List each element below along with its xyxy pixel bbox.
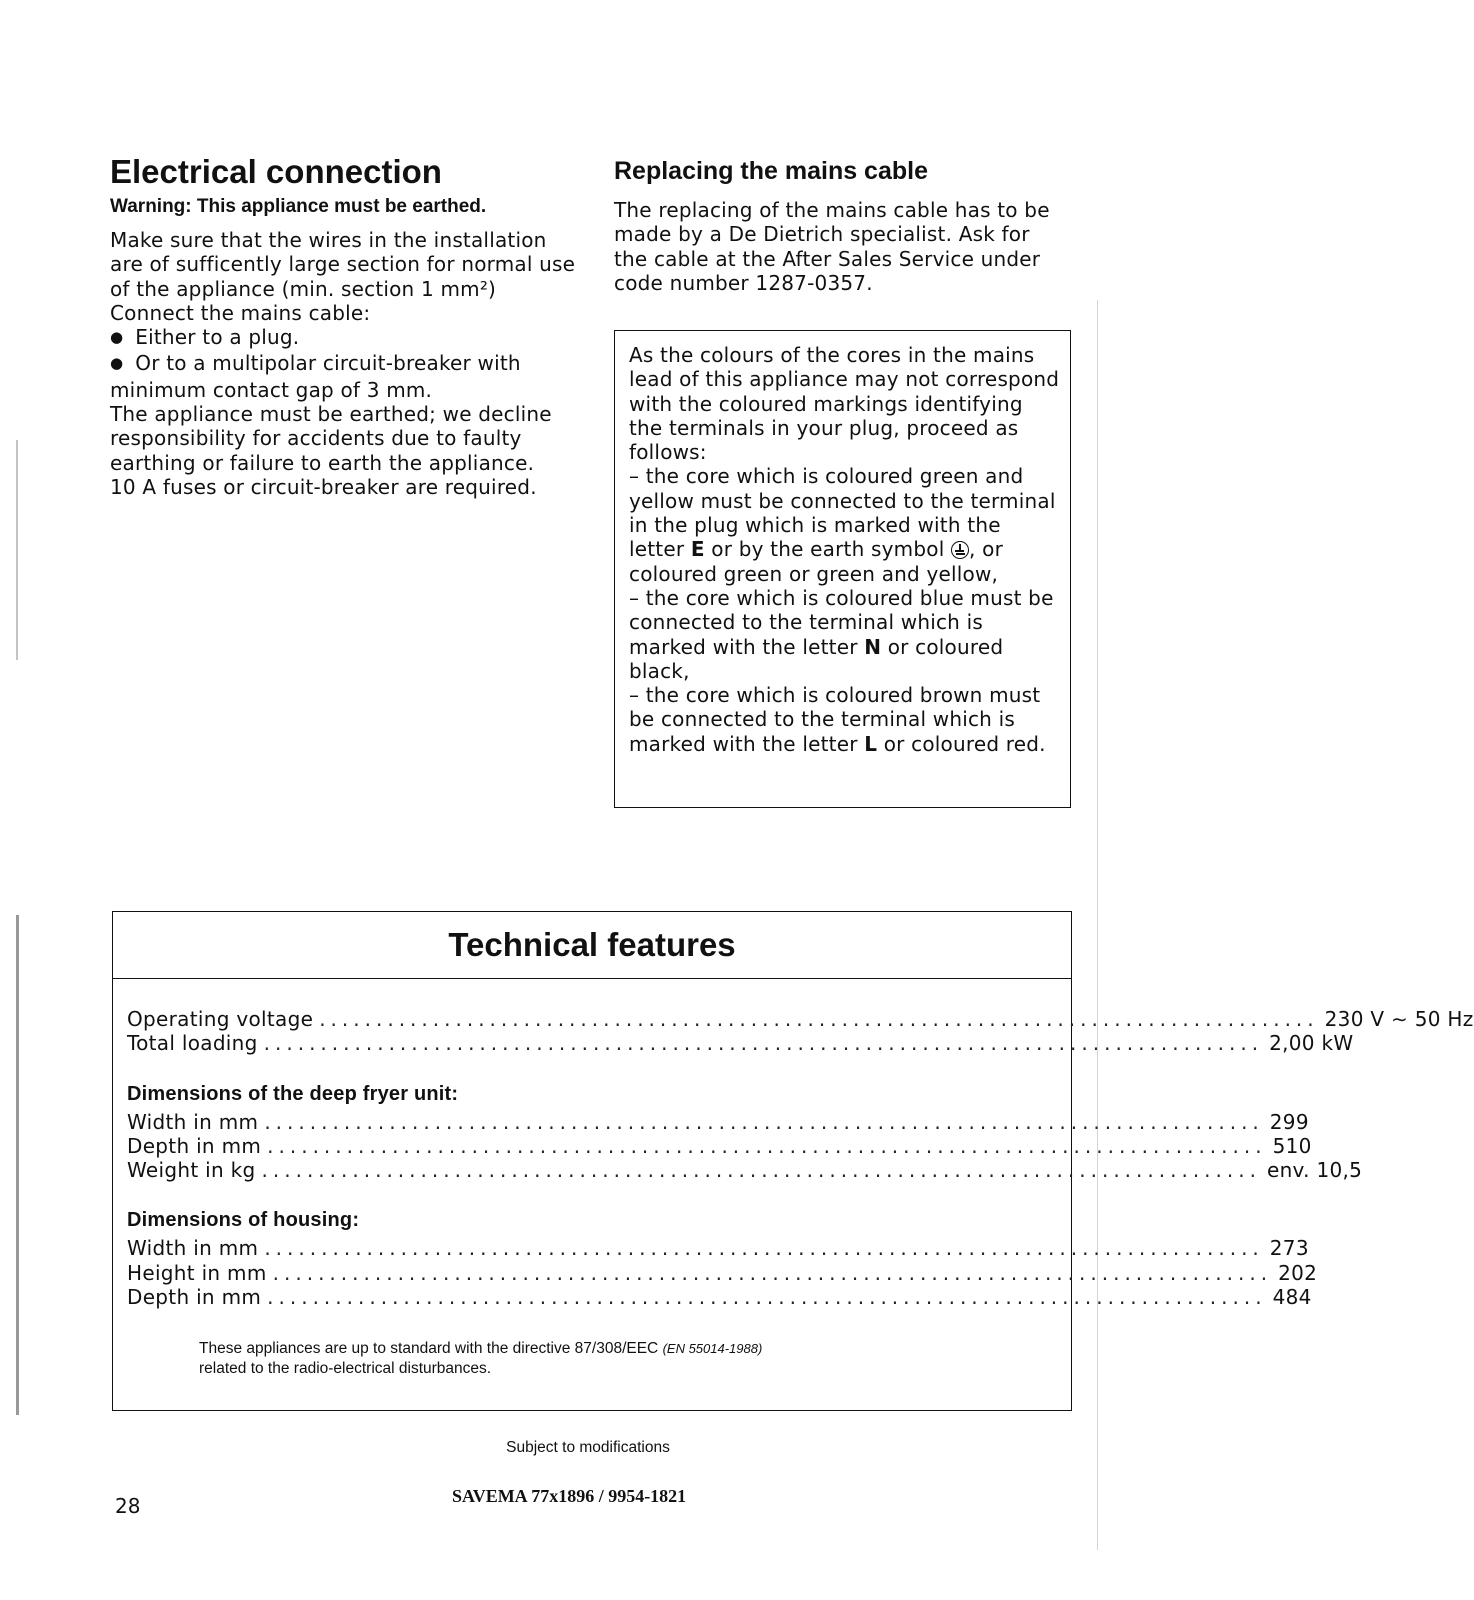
- spec-row-operating-voltage: [127, 1007, 1474, 1031]
- spec-label: Height in mm: [127, 1260, 267, 1285]
- housing-dimensions-heading: Dimensions of housing:: [127, 1209, 360, 1232]
- brown-rule-text: – the core which is coloured brown must be connected to the terminal which is marked with the letter: [629, 683, 1041, 756]
- standards-text-2: related to the radio-electrical disturbances.: [199, 1360, 492, 1378]
- bullet-plug: ● Either to a plug.: [110, 325, 580, 351]
- scan-edge-mark: [1097, 300, 1098, 1550]
- leader-dots: ........................................................................................: [267, 1133, 1267, 1158]
- bullet-circuit-breaker: ● Or to a multipolar circuit-breaker with minimum contact gap of 3 mm.: [110, 351, 580, 402]
- leader-dots: ........................................................................................: [263, 1031, 1264, 1056]
- wire-section-paragraph: Make sure that the wires in the installation are of sufficently large section for normal use of the appliance (min. section 1 mm²): [110, 228, 576, 301]
- electrical-connection-title: Electrical connection: [110, 153, 442, 190]
- brown-rule: [629, 683, 1060, 756]
- leader-dots: ........................................................................................: [272, 1260, 1273, 1285]
- letter-l: L: [864, 731, 878, 756]
- replacing-cable-section: [614, 157, 1069, 295]
- electrical-connection-section: [110, 155, 580, 499]
- spec-row-housing-height: [127, 1260, 1318, 1285]
- wiring-intro: As the colours of the cores in the mains lead of this appliance may not correspond with the coloured markings identifying the terminals in your plug, proceed as follows:: [629, 343, 1060, 465]
- spec-value: 484: [1272, 1285, 1312, 1310]
- spec-value: 2,00 kW: [1269, 1031, 1354, 1056]
- technical-features-title: Technical features: [113, 912, 1071, 979]
- blue-rule-text-2: or coloured black,: [629, 634, 1004, 683]
- spec-value: 273: [1269, 1236, 1309, 1261]
- technical-features-body: [113, 979, 1474, 1379]
- fuses-paragraph: 10 A fuses or circuit-breaker are required.: [110, 474, 537, 499]
- spec-row-housing-depth: [127, 1285, 1312, 1310]
- green-rule-text-2: or by the earth symbol: [711, 537, 945, 562]
- spec-label: Weight in kg: [127, 1158, 256, 1183]
- spec-value: 202: [1278, 1260, 1318, 1285]
- blue-rule: [629, 586, 1060, 683]
- spec-row-housing-width: [127, 1236, 1309, 1261]
- technical-features-box: [112, 911, 1474, 1411]
- wiring-colours-box: [614, 330, 1071, 808]
- leader-dots: ........................................................................................: [264, 1236, 1264, 1261]
- spec-label: Depth in mm: [127, 1285, 262, 1310]
- electrical-body: [110, 228, 580, 499]
- standards-note: [199, 1339, 1055, 1379]
- letter-e: E: [690, 537, 705, 562]
- spec-row-fryer-weight: [127, 1158, 1363, 1183]
- leader-dots: ........................................................................................: [261, 1158, 1261, 1183]
- page-number: 28: [115, 1494, 141, 1518]
- spec-value: env. 10,5: [1266, 1158, 1363, 1183]
- letter-n: N: [864, 634, 882, 659]
- leader-dots: ........................................................................................: [319, 1007, 1319, 1031]
- spec-row-total-loading: [127, 1031, 1354, 1056]
- leader-dots: ........................................................................................: [264, 1109, 1264, 1134]
- spec-label: Width in mm: [127, 1109, 259, 1134]
- spec-label: Total loading: [127, 1031, 258, 1056]
- spec-value: 299: [1269, 1109, 1309, 1134]
- earth-symbol-icon: [951, 541, 969, 559]
- connect-mains-text: Connect the mains cable:: [110, 300, 371, 325]
- spec-value: 230 V ∼ 50 Hz: [1324, 1007, 1474, 1031]
- wiring-colours-text: [629, 343, 1060, 756]
- blue-rule-text: – the core which is coloured blue must be connected to the terminal which is marked with the letter: [629, 585, 1054, 659]
- green-rule-text-3: , or coloured green or green and yellow,: [629, 537, 1003, 586]
- replacing-cable-text: The replacing of the mains cable has to be made by a De Dietrich specialist. Ask for the cable at the After Sales Service under code number 1287-0357.: [614, 198, 1050, 295]
- replacing-cable-title: Replacing the mains cable: [614, 157, 928, 185]
- spec-value: 510: [1272, 1133, 1312, 1158]
- spec-label: Operating voltage: [127, 1007, 314, 1031]
- standards-reference: (EN 55014-1988): [662, 1341, 763, 1357]
- spec-row-fryer-depth: [127, 1133, 1312, 1158]
- subject-to-modifications: Subject to modifications: [506, 1439, 670, 1456]
- standards-text: These appliances are up to standard with the directive 87/308/EEC: [199, 1340, 659, 1358]
- earthing-warning: Warning: This appliance must be earthed.: [110, 196, 487, 217]
- spec-label: Width in mm: [127, 1236, 259, 1261]
- spec-label: Depth in mm: [127, 1133, 262, 1158]
- scan-edge-mark: [16, 440, 18, 660]
- green-yellow-rule: [629, 464, 1060, 585]
- scan-edge-mark: [16, 915, 19, 1415]
- fryer-dimensions-heading: Dimensions of the deep fryer unit:: [127, 1082, 459, 1105]
- green-rule-text: – the core which is coloured green and yellow must be connected to the terminal in the plug which is marked with the letter: [629, 464, 1056, 562]
- earthing-responsibility-paragraph: The appliance must be earthed; we decline responsibility for accidents due to faulty earthing or failure to earth the appliance.: [110, 402, 552, 475]
- document-code: SAVEMA 77x1896 / 9954-1821: [452, 1486, 687, 1506]
- spec-row-fryer-width: [127, 1109, 1309, 1134]
- brown-rule-text-2: or coloured red.: [883, 731, 1046, 756]
- leader-dots: ........................................................................................: [267, 1285, 1267, 1310]
